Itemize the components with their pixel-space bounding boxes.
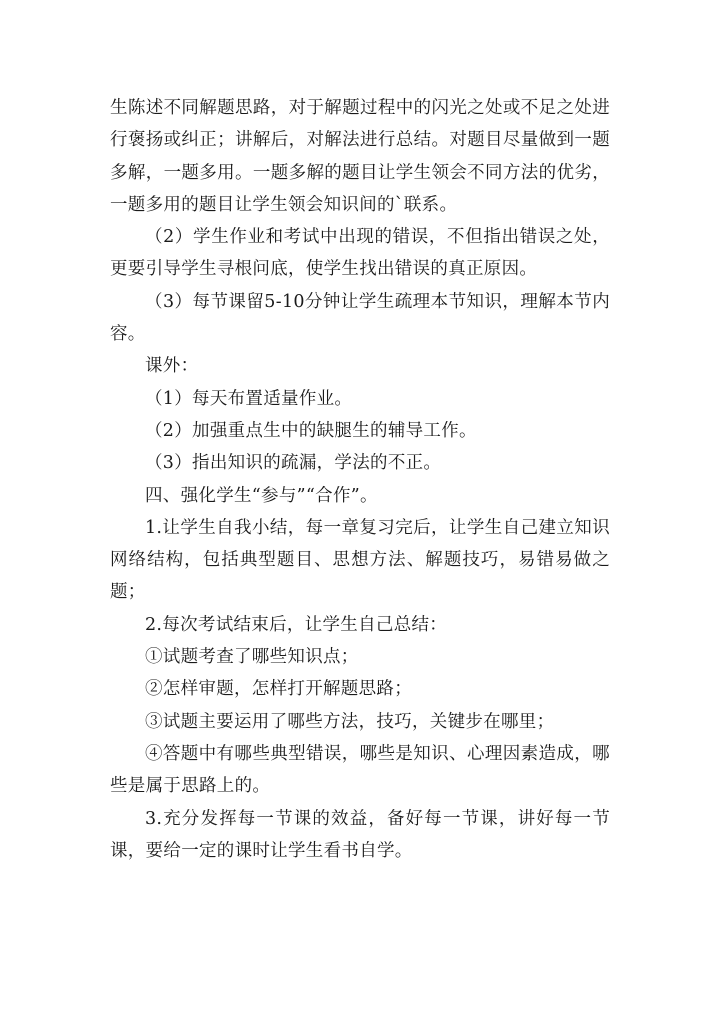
section-heading-four: 四、强化学生“参与”“合作”。: [145, 485, 378, 506]
paragraph-subpoint-1: ①试题考查了哪些知识点；: [145, 647, 359, 668]
paragraph-point-2: 2.每次考试结束后，让学生自己总结：: [145, 614, 448, 635]
paragraph-item-2-errors: （2）学生作业和考试中出现的错误，不但指出错误之处，更要引导学生寻根问底，使学生找出错误的真正原因。: [110, 227, 610, 280]
paragraph-after-class-item-2: （2）加强重点生中的缺腿生的辅导工作。: [145, 420, 477, 441]
document-body: [110, 92, 610, 867]
paragraph-item-3-review: （3）每节课留5-10分钟让学生疏理本节知识，理解本节内容。: [110, 291, 610, 345]
paragraph-explain-methods: 生陈述不同解题思路，对于解题过程中的闪光之处或不足之处进行褒扬或纠正；讲解后，对解法进行总结。对题目尽量做到一题多解，一题多用。一题多解的题目让学生领会不同方法的优劣，一题多用的题目让学生领会知识间的`联系。: [110, 98, 610, 215]
paragraph-subpoint-3: ③试题主要运用了哪些方法，技巧，关键步在哪里；: [145, 711, 555, 732]
paragraph-point-1: 1.让学生自我小结，每一章复习完后，让学生自己建立知识网络结构，包括典型题目、思想方法、解题技巧，易错易做之题；: [110, 517, 610, 603]
paragraph-after-class-heading: 课外：: [145, 356, 199, 377]
paragraph-after-class-item-1: （1）每天布置适量作业。: [145, 388, 353, 409]
paragraph-subpoint-4: ④答题中有哪些典型错误，哪些是知识、心理因素造成，哪些是属于思路上的。: [110, 743, 610, 797]
paragraph-subpoint-2: ②怎样审题，怎样打开解题思路；: [145, 679, 412, 700]
paragraph-after-class-item-3: （3）指出知识的疏漏，学法的不正。: [145, 453, 442, 474]
paragraph-point-3: 3.充分发挥每一节课的效益，备好每一节课，讲好每一节课，要给一定的课时让学生看书自学。: [110, 808, 610, 861]
